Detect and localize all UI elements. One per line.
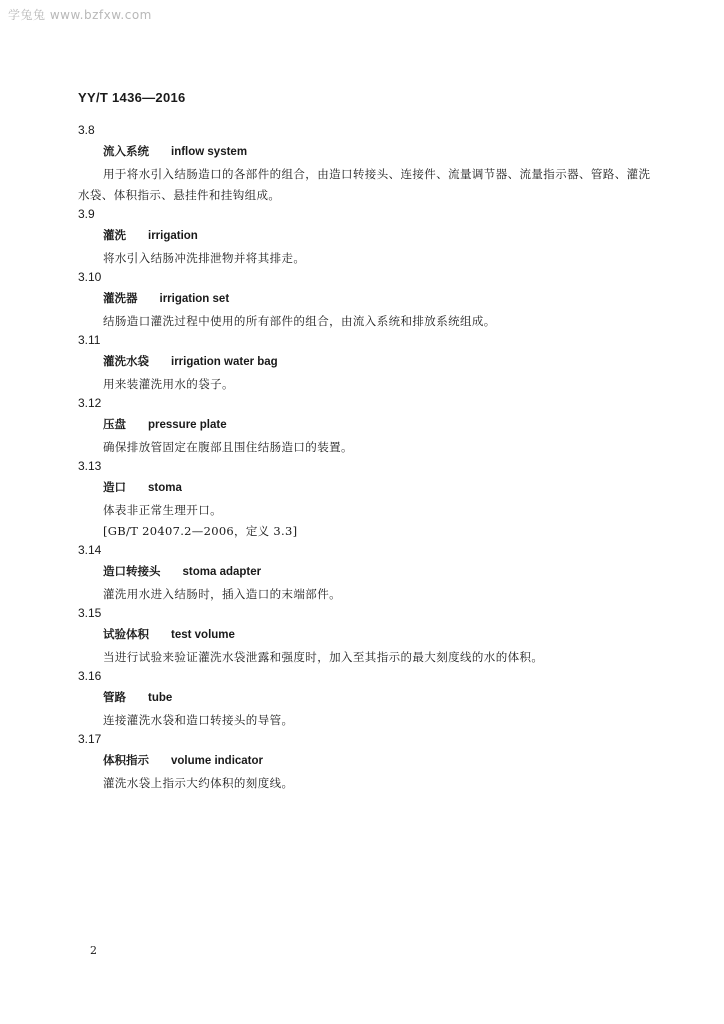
entry-term	[78, 563, 658, 579]
entry-definition: 灌洗用水进入结肠时，插入造口的末端部件。	[103, 587, 341, 601]
entry-term	[78, 227, 658, 243]
entry-number: 3.14	[78, 543, 102, 557]
entry-definition: 将水引入结肠冲洗排泄物并将其排走。	[103, 251, 306, 265]
entry-definition: 连接灌洗水袋和造口转接头的导管。	[103, 713, 294, 727]
term-chinese: 体积指示	[103, 753, 149, 767]
term-chinese: 灌洗水袋	[103, 354, 149, 368]
term-chinese: 压盘	[103, 417, 126, 431]
entry-term	[78, 353, 658, 369]
entry-definition: 结肠造口灌洗过程中使用的所有部件的组合，由流入系统和排放系统组成。	[103, 314, 496, 328]
term-english: irrigation set	[159, 293, 230, 305]
watermark: 学兔兔 www.bzfxw.com	[8, 8, 152, 22]
entry-reference: [GB/T 20407.2—2006，定义 3.3]	[103, 524, 298, 538]
entry-definition: 当进行试验来验证灌洗水袋泄露和强度时，加入至其指示的最大刻度线的水的体积。	[103, 650, 544, 664]
term-entry	[78, 332, 658, 395]
term-entry	[78, 122, 658, 206]
term-english: tube	[148, 692, 173, 704]
entry-definition: 确保排放管固定在腹部且围住结肠造口的装置。	[103, 440, 353, 454]
term-english: stoma	[148, 482, 182, 494]
term-chinese: 管路	[103, 690, 126, 704]
term-english: test volume	[171, 629, 235, 641]
term-chinese: 造口转接头	[103, 564, 161, 578]
page-number: 2	[90, 944, 97, 957]
entry-definition: 灌洗水袋上指示大约体积的刻度线。	[103, 776, 294, 790]
term-entry	[78, 731, 658, 794]
entry-term	[78, 752, 658, 768]
entry-number: 3.9	[78, 207, 95, 221]
entry-definition: 体表非正常生理开口。	[103, 503, 222, 517]
term-chinese: 试验体积	[103, 627, 149, 641]
entry-term	[78, 416, 658, 432]
term-entry	[78, 542, 658, 605]
term-english: stoma adapter	[182, 566, 262, 578]
entry-number: 3.10	[78, 270, 102, 284]
term-english: irrigation water bag	[171, 356, 278, 368]
term-entry	[78, 605, 658, 668]
term-english: irrigation	[148, 230, 198, 242]
entry-term	[78, 479, 658, 495]
term-chinese: 造口	[103, 480, 126, 494]
entry-number: 3.15	[78, 606, 102, 620]
entry-term	[78, 626, 658, 642]
entry-term	[78, 143, 658, 159]
standard-code: YY/T 1436—2016	[78, 90, 186, 105]
entry-number: 3.17	[78, 732, 102, 746]
term-entry	[78, 269, 658, 332]
entry-number: 3.13	[78, 459, 102, 473]
term-entries	[78, 122, 658, 794]
term-chinese: 灌洗器	[103, 291, 138, 305]
term-entry	[78, 458, 658, 542]
term-english: volume indicator	[171, 755, 264, 767]
term-entry	[78, 668, 658, 731]
term-english: inflow system	[171, 146, 248, 158]
entry-number: 3.16	[78, 669, 102, 683]
entry-term	[78, 689, 658, 705]
term-chinese: 流入系统	[103, 144, 149, 158]
entry-number: 3.11	[78, 333, 101, 347]
term-english: pressure plate	[148, 419, 227, 431]
entry-number: 3.12	[78, 396, 102, 410]
term-entry	[78, 206, 658, 269]
entry-definition: 用来装灌洗用水的袋子。	[103, 377, 234, 391]
term-entry	[78, 395, 658, 458]
entry-definition: 用于将水引入结肠造口的各部件的组合，由造口转接头、连接件、流量调节器、流量指示器、管路、灌洗水袋、体积指示、悬挂件和挂钩组成。	[78, 167, 651, 202]
entry-number: 3.8	[78, 123, 95, 137]
term-chinese: 灌洗	[103, 228, 126, 242]
entry-term	[78, 290, 658, 306]
